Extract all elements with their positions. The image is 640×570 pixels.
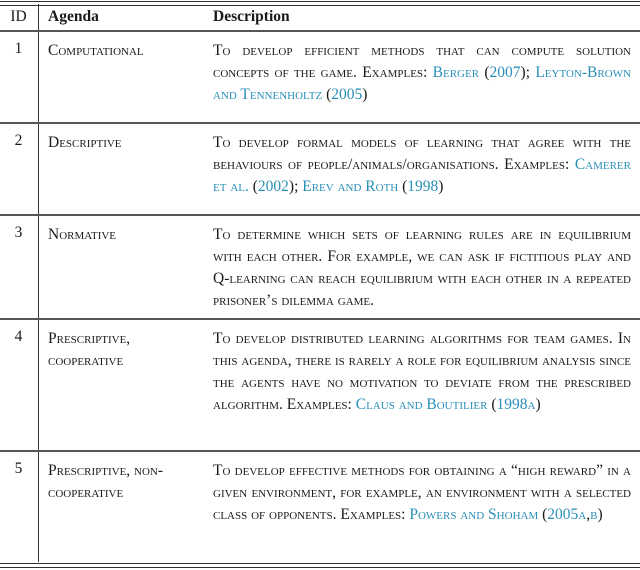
description-text: ) [438, 178, 444, 195]
column-divider [38, 452, 39, 562]
citation-link[interactable]: Erev and Roth [302, 178, 399, 195]
column-divider [38, 124, 39, 214]
row-description [213, 40, 631, 106]
description-text: ); [288, 178, 303, 195]
header-agenda: Agenda [48, 8, 99, 25]
row-id: 4 [14, 328, 23, 345]
bottom-rule [0, 563, 640, 568]
description-text: , [586, 506, 591, 523]
table-row [0, 452, 640, 562]
header-id: ID [10, 8, 27, 25]
description-text: ) [535, 396, 541, 413]
header-row [0, 4, 640, 30]
description-text: ( [479, 64, 490, 81]
row-agenda: Computational [48, 42, 144, 59]
citation-link[interactable]: 2002 [257, 178, 289, 195]
description-text: ) [597, 506, 603, 523]
citation-link[interactable]: 1998 [407, 178, 439, 195]
description-text: ( [322, 86, 332, 103]
header-description: Description [213, 8, 290, 25]
column-divider [38, 320, 39, 450]
citation-link[interactable]: Camerer et al. [213, 156, 631, 195]
description-text: To develop effective methods for obtaining a “high reward” in a given environment, for example, an environment with a selected class of opponents. Examples: [213, 462, 631, 523]
row-id: 1 [14, 40, 23, 57]
row-description [213, 460, 631, 526]
row-description [213, 224, 631, 312]
citation-link[interactable]: Leyton-Brown and Tennenholtz [213, 64, 631, 103]
row-description [213, 328, 631, 416]
citation-link[interactable]: 2005a [547, 506, 587, 523]
description-text: ) [362, 86, 368, 103]
row-id: 3 [14, 224, 23, 241]
description-text: ); [520, 64, 536, 81]
column-divider [38, 32, 39, 122]
row-agenda: Prescriptive, cooperative [48, 330, 131, 369]
citation-link[interactable]: 2005 [331, 86, 363, 103]
citation-link[interactable]: b [590, 506, 598, 523]
description-text: ( [248, 178, 258, 195]
row-agenda: Descriptive [48, 134, 122, 151]
citation-link[interactable]: 2007 [489, 64, 521, 81]
description-text: To determine which sets of learning rules are in equilibrium with each other. For example, we can ask if fictitious play and Q-learning can reach equilibrium with each other in a repeated prisoner’s dilemma game. [213, 226, 631, 309]
table-row [0, 320, 640, 450]
column-divider [38, 4, 39, 30]
citation-link[interactable]: Berger [432, 64, 480, 81]
description-text: ( [398, 178, 408, 195]
citation-link[interactable]: 1998a [496, 396, 536, 413]
description-text: To develop formal models of learning that agree with the behaviours of people/animals/organisations. Examples: [213, 134, 631, 173]
description-text: To develop efficient methods that can compute solution concepts of the game. Examples: [213, 42, 631, 81]
table-row [0, 32, 640, 122]
row-agenda: Prescriptive, non-cooperative [48, 462, 164, 501]
citation-link[interactable]: Claus and Boutilier [355, 396, 488, 413]
description-text: ( [538, 506, 548, 523]
citation-link[interactable]: Powers and Shoham [409, 506, 539, 523]
description-text: To develop distributed learning algorithms for team games. In this agenda, there is rarely a role for equilibrium analysis since the agents have no motivation to deviate from the prescribed algorithm. Examples: [213, 330, 631, 413]
column-divider [38, 216, 39, 318]
row-description [213, 132, 631, 198]
table-row [0, 124, 640, 214]
table-row [0, 216, 640, 318]
row-id: 2 [14, 132, 23, 149]
row-id: 5 [14, 460, 23, 477]
row-agenda: Normative [48, 226, 117, 243]
description-text: ( [487, 396, 497, 413]
